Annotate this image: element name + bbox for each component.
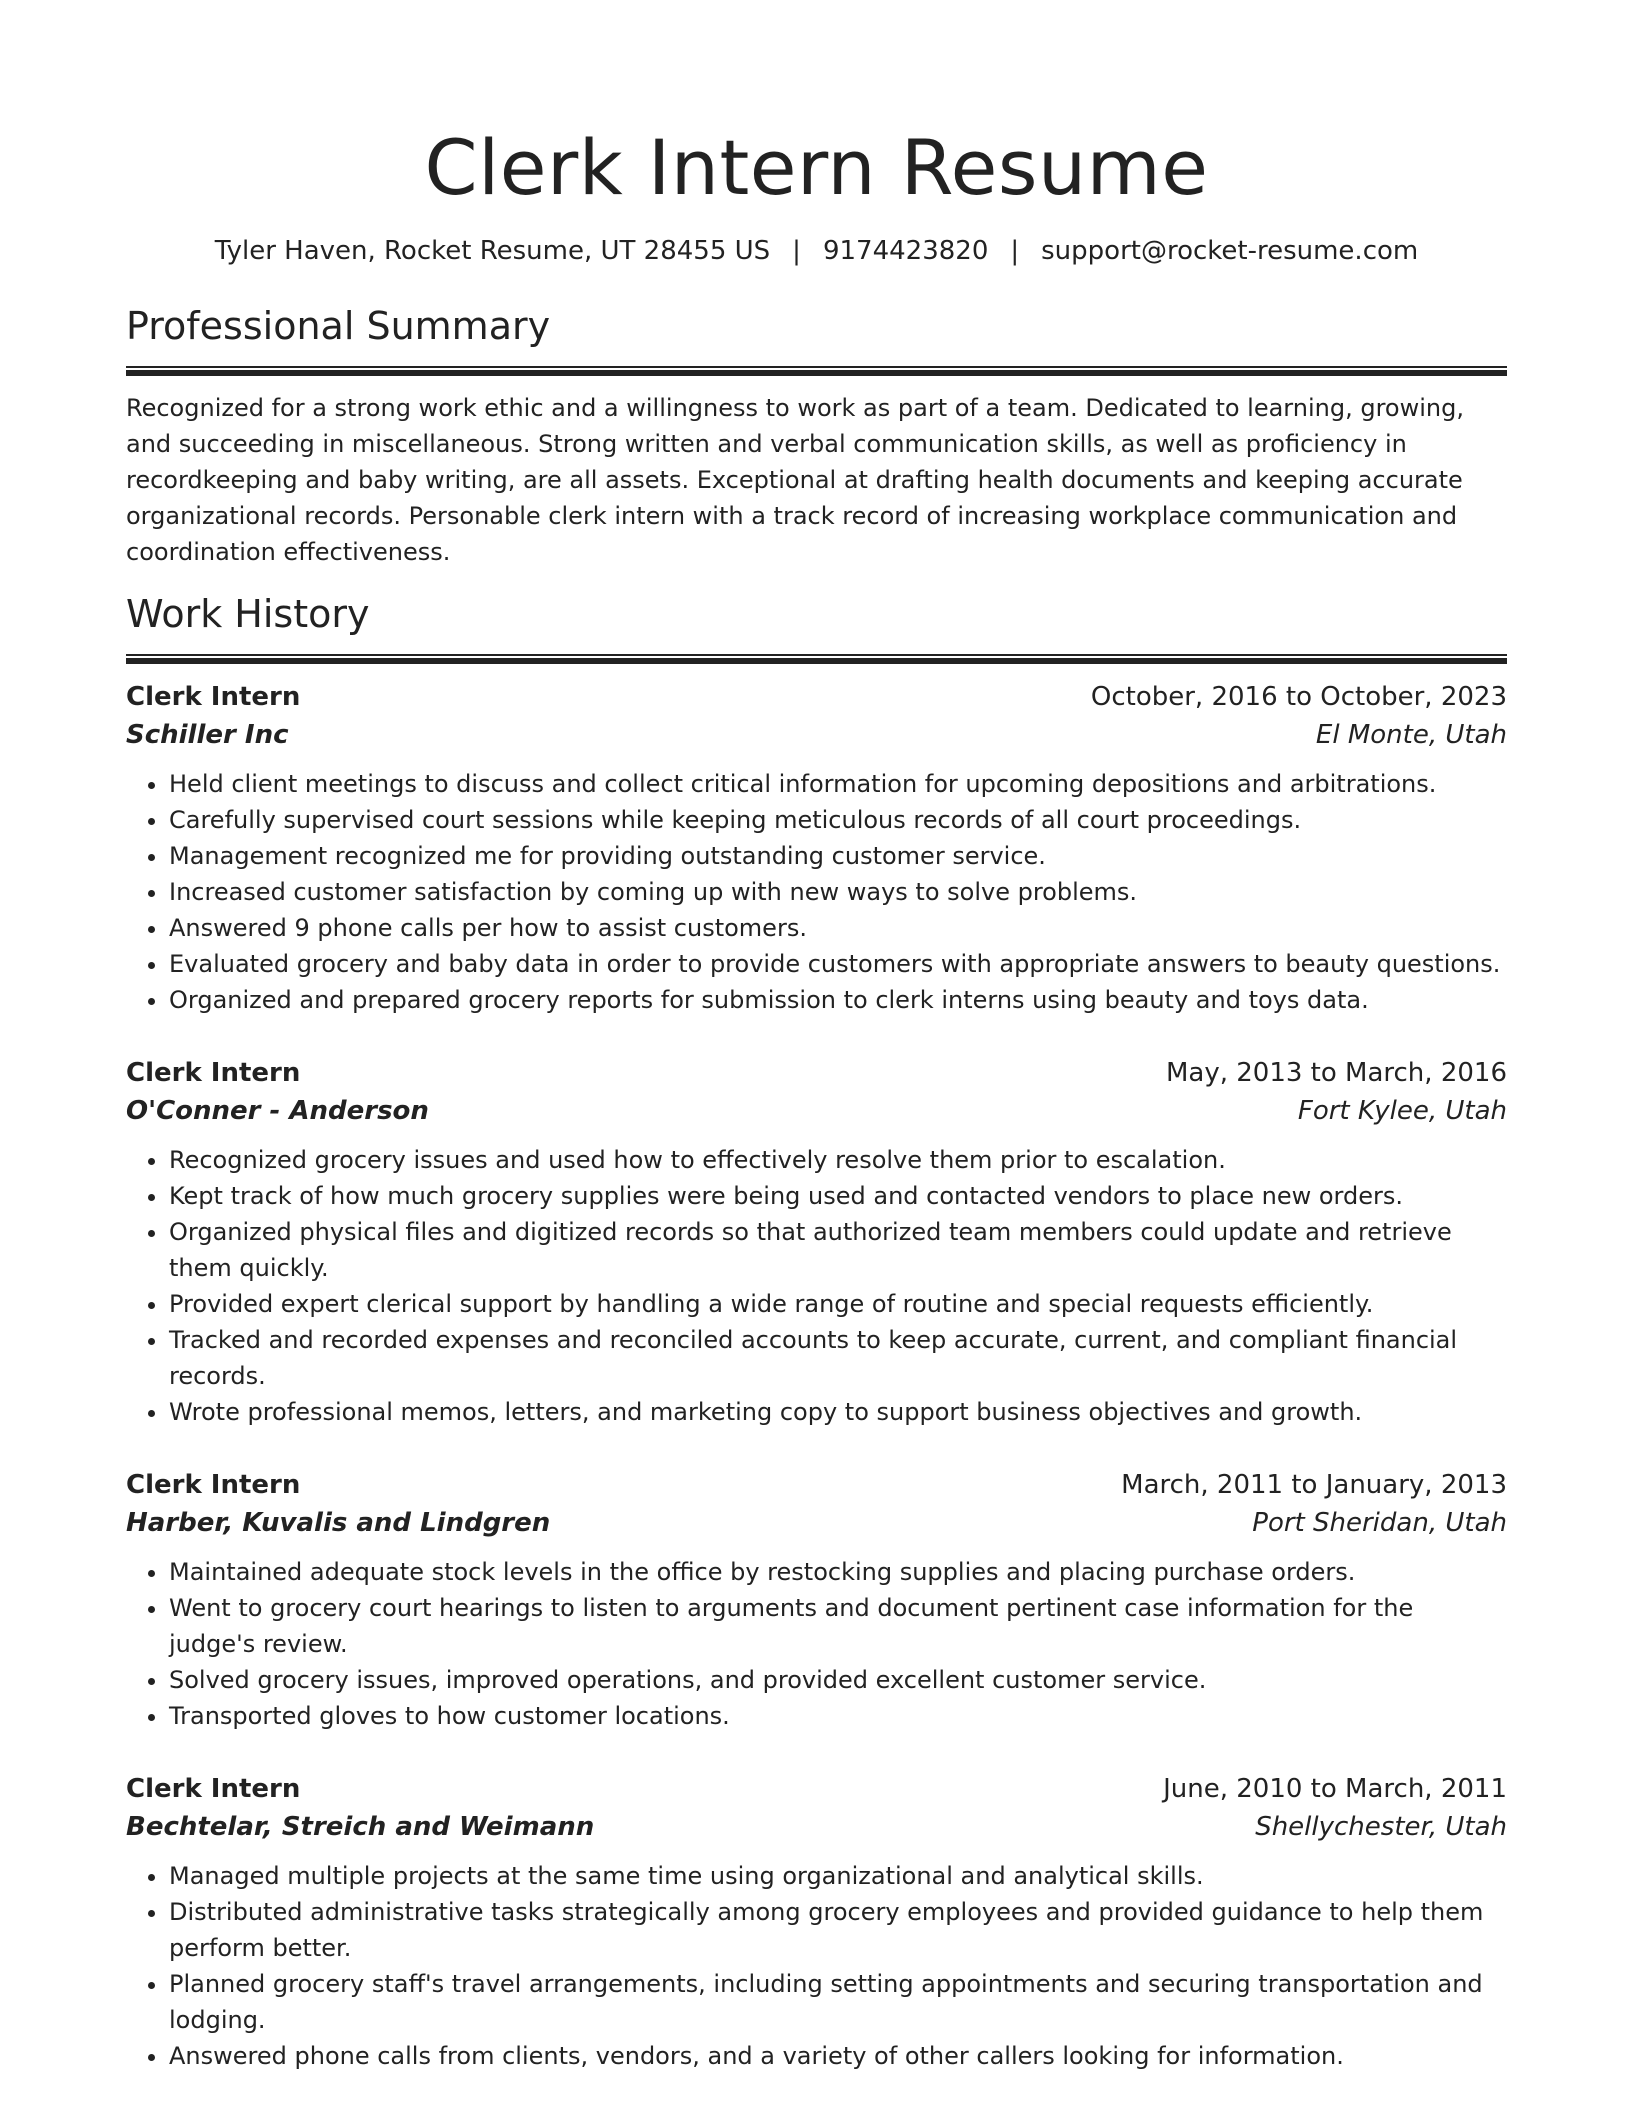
contact-separator: | [792, 236, 801, 266]
job-company-row [126, 716, 1507, 754]
job-bullets [126, 1858, 1507, 2074]
job-entry [126, 678, 1507, 1018]
job-title: Clerk Intern [126, 1774, 301, 1804]
job-bullet: • Planned grocery staff's travel arrangements, including setting appointments and securing transportation and lodging. [169, 1966, 1507, 2038]
job-bullet: • Wrote professional memos, letters, and marketing copy to support business objectives and growth. [169, 1394, 1507, 1430]
job-bullet: • Carefully supervised court sessions while keeping meticulous records of all court proceedings. [169, 802, 1507, 838]
contact-phone: 9174423820 [822, 236, 989, 266]
job-header-row [126, 1770, 1507, 1808]
section-heading-work-history: Work History [126, 592, 370, 636]
job-entry [126, 1770, 1507, 2074]
job-bullet: • Provided expert clerical support by handling a wide range of routine and special requests efficiently. [169, 1286, 1507, 1322]
professional-summary-section [126, 302, 1507, 570]
contact-separator: | [1010, 236, 1020, 266]
job-bullets [126, 766, 1507, 1018]
job-dates: March, 2011 to January, 2013 [1121, 1470, 1507, 1500]
job-entry [126, 1054, 1507, 1430]
job-title: Clerk Intern [126, 682, 301, 712]
section-divider [126, 366, 1507, 376]
job-bullet: • Answered 9 phone calls per how to assist customers. [169, 910, 1507, 946]
job-entry [126, 1466, 1507, 1734]
job-header-row [126, 1466, 1507, 1504]
job-location: Port Sheridan, Utah [1252, 1508, 1507, 1538]
contact-line [126, 232, 1507, 270]
job-bullet: • Held client meetings to discuss and collect critical information for upcoming depositions and arbitrations. [169, 766, 1507, 802]
job-dates: October, 2016 to October, 2023 [1090, 682, 1507, 712]
job-bullet: • Distributed administrative tasks strategically among grocery employees and provided guidance to help them perform better. [169, 1894, 1507, 1966]
job-bullet: • Kept track of how much grocery supplies were being used and contacted vendors to place new orders. [169, 1178, 1507, 1214]
section-heading-summary: Professional Summary [126, 304, 551, 348]
job-bullet: • Managed multiple projects at the same time using organizational and analytical skills. [169, 1858, 1507, 1894]
job-bullets [126, 1554, 1507, 1734]
job-bullet: • Organized physical files and digitized records so that authorized team members could update and retrieve them quickly. [169, 1214, 1507, 1286]
job-location: Fort Kylee, Utah [1297, 1096, 1507, 1126]
section-divider [126, 654, 1507, 664]
job-bullet: • Recognized grocery issues and used how to effectively resolve them prior to escalation. [169, 1142, 1507, 1178]
job-bullet: • Management recognized me for providing outstanding customer service. [169, 838, 1507, 874]
job-bullet: • Tracked and recorded expenses and reconciled accounts to keep accurate, current, and compliant financial records. [169, 1322, 1507, 1394]
job-location: Shellychester, Utah [1255, 1812, 1507, 1842]
job-bullet: • Answered phone calls from clients, vendors, and a variety of other callers looking for information. [169, 2038, 1507, 2074]
job-header-row [126, 678, 1507, 716]
job-bullet: • Increased customer satisfaction by coming up with new ways to solve problems. [169, 874, 1507, 910]
contact-email: support@rocket-resume.com [1041, 236, 1419, 266]
job-bullet: • Went to grocery court hearings to listen to arguments and document pertinent case information for the judge's review. [169, 1590, 1507, 1662]
job-dates: June, 2010 to March, 2011 [1163, 1774, 1507, 1804]
job-list [126, 678, 1507, 2074]
contact-address: Tyler Haven, Rocket Resume, UT 28455 US [214, 236, 771, 266]
job-bullet: • Transported gloves to how customer locations. [169, 1698, 1507, 1734]
job-company: O'Conner - Anderson [126, 1096, 429, 1126]
job-company: Harber, Kuvalis and Lindgren [126, 1508, 551, 1538]
job-company: Schiller Inc [126, 720, 289, 750]
job-company-row [126, 1504, 1507, 1542]
job-company-row [126, 1092, 1507, 1130]
job-company: Bechtelar, Streich and Weimann [126, 1812, 595, 1842]
job-bullet: • Evaluated grocery and baby data in order to provide customers with appropriate answers to beauty questions. [169, 946, 1507, 982]
job-bullet: • Maintained adequate stock levels in the office by restocking supplies and placing purchase orders. [169, 1554, 1507, 1590]
job-dates: May, 2013 to March, 2016 [1165, 1058, 1507, 1088]
summary-text: Recognized for a strong work ethic and a willingness to work as part of a team. Dedicated to learning, growing, and succeeding in miscellaneous. Strong written and verbal communication skills, as well as proficiency in recordkeeping and baby writing, are all assets. Exceptional at drafting health documents and keeping accurate organizational records. Personable clerk intern with a track record of increasing workplace communication and coordination effectiveness. [126, 394, 1464, 566]
work-history-section [126, 590, 1507, 2074]
job-location: El Monte, Utah [1315, 720, 1507, 750]
job-bullets [126, 1142, 1507, 1430]
resume-title: Clerk Intern Resume [424, 123, 1209, 212]
job-company-row [126, 1808, 1507, 1846]
job-bullet: • Organized and prepared grocery reports for submission to clerk interns using beauty and toys data. [169, 982, 1507, 1018]
job-title: Clerk Intern [126, 1470, 301, 1500]
job-bullet: • Solved grocery issues, improved operations, and provided excellent customer service. [169, 1662, 1507, 1698]
job-header-row [126, 1054, 1507, 1092]
job-title: Clerk Intern [126, 1058, 301, 1088]
